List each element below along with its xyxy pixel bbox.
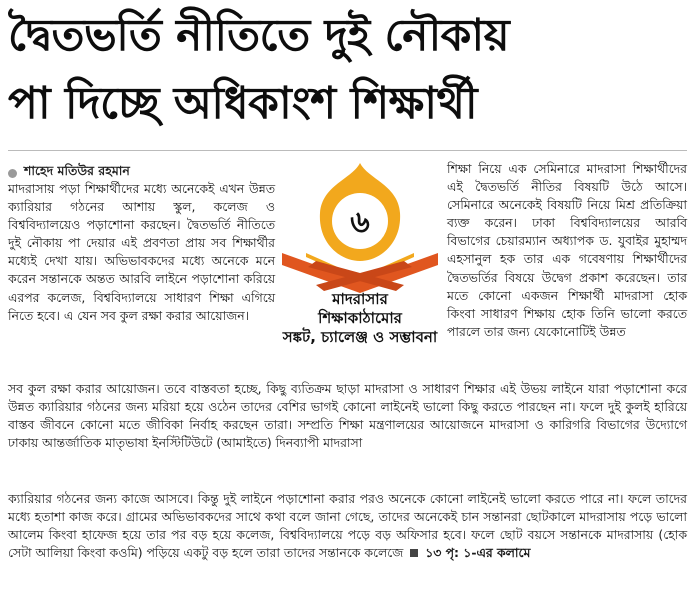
divider: [8, 150, 687, 151]
graphic-caption-2: শিক্ষাকাঠামোর: [318, 309, 402, 327]
article-column-left: [8, 180, 275, 325]
article-body-wide-1: [8, 380, 687, 452]
graphic-caption-1: মাদরাসার: [332, 290, 388, 308]
series-number: ৬: [350, 205, 370, 240]
headline-line-2: পা দিচ্ছে অধিকাংশ শিক্ষার্থী: [8, 78, 478, 129]
article-body-wide-2: [8, 490, 687, 562]
bullet-icon: [8, 169, 17, 178]
author-name: শাহেদ মতিউর রহমান: [24, 163, 130, 178]
article-column-right: [447, 160, 687, 341]
graphic-caption-3: সঙ্কট, চ্যালেঞ্জ ও সম্ভাবনা: [282, 328, 438, 346]
paragraph: [8, 490, 687, 562]
paragraph: মাদরাসায় পড়া শিক্ষার্থীদের মধ্যে অনেকেই এখন উন্নত ক্যারিয়ার গঠনের আশায় স্কুল, কলেজ ও বিশ্ববিদ্যালয়েও পড়াশোনা করছেন। দ্বৈতভর্তি নীতিতে দুই নৌকায় পা দেয়ার এই প্রবণতা প্রায় সব শিক্ষার্থীর মধ্যেই দেখা যায়। অভিভাবকদের মধ্যে অনেকে মনে করেন সন্তানকে অন্তত আরবি লাইনে পড়াশোনা করিয়ে এরপর কলেজ, বিশ্ববিদ্যালয়ে সাধারণ শিক্ষা এগিয়ে নিতে হবে। এ যেন সব কুল রক্ষা করার আয়োজন।: [8, 181, 275, 323]
paragraph-text: ক্যারিয়ার গঠনের জন্য কাজে আসবে। কিন্তু দুই লাইনে পড়াশোনা করার পরও অনেকে কোনো লাইনেই ভালো করতে পারে না। ফলে তাদের মধ্যে হতাশা কাজ করে। গ্রামের অভিভাবকদের সাথে কথা বলে জানা গেছে, তাদের অনেকেই চান সন্তানরা ছোটকালে মাদরাসায় পড়ে ভালো আলেম কিংবা হাফেজ হয়ে তার পর বড় হয়ে কলেজ, বিশ্ববিদ্যালয়ে পড়ে বড় অফিসার হবে। ফলে ছোট বয়সে সন্তানকে মাদরাসায় (হোক সেটা আলিয়া কিংবা কওমি) পড়িয়ে একটু বড় হলে তারা তাদের সন্তানকে কলেজে: [8, 491, 687, 561]
paragraph: শিক্ষা নিয়ে এক সেমিনারে মাদরাসা শিক্ষার্থীদের এই দ্বৈতভর্তি নীতির বিষয়টি উঠে আসে। সেমিনারে অনেকেই বিষয়টি নিয়ে মিশ্র প্রতিক্রিয়া ব্যক্ত করেন। ঢাকা বিশ্ববিদ্যালয়ের আরবি বিভাগের চেয়ারম্যান অধ্যাপক ড. যুবাইর মুহাম্মদ এহসানুল হক তার এক গবেষণায় শিক্ষার্থীদের দ্বৈতভর্তির বিষয়ে উদ্বেগ প্রকাশ করেছেন। তার মতে কোনো একজন শিক্ষার্থী মাদরাসা হোক কিংবা সাধারণ শিক্ষায় হোক তিনি ভালো করতে পারলে তার জন্য যেকোনোটিই উন্নত: [447, 161, 687, 339]
square-bullet-icon: [410, 549, 418, 557]
headline-line-1: দ্বৈতভর্তি নীতিতে দুই নৌকায়: [8, 10, 510, 61]
paragraph: সব কুল রক্ষা করার আয়োজন। তবে বাস্তবতা হচ্ছে, কিছু ব্যতিক্রম ছাড়া মাদরাসা ও সাধারণ শিক্ষার এই উভয় লাইনে যারা পড়াশোনা করে উন্নত ক্যারিয়ার গঠনের জন্য মরিয়া হয়ে ওঠেন তাদের বেশির ভাগই কোনো লাইনেই ভালো কিছু করতে পারছেন না। ফলে দুই কুলই হারিয়ে বাস্তব জীবনে কোনো মতে জীবিকা নির্বাহ করছেন তারা। সম্প্রতি শিক্ষা মন্ত্রণালয়ের আয়োজনে মাদরাসা ও কারিগরি বিভাগের উদ্যোগে ঢাকায় আন্তর্জাতিক মাতৃভাষা ইনস্টিটিউটে (আমাইতে) দিনব্যাপী মাদরাসা: [8, 381, 687, 451]
jump-reference[interactable]: ১৩ পৃ: ১-এর কলামে: [425, 545, 531, 561]
